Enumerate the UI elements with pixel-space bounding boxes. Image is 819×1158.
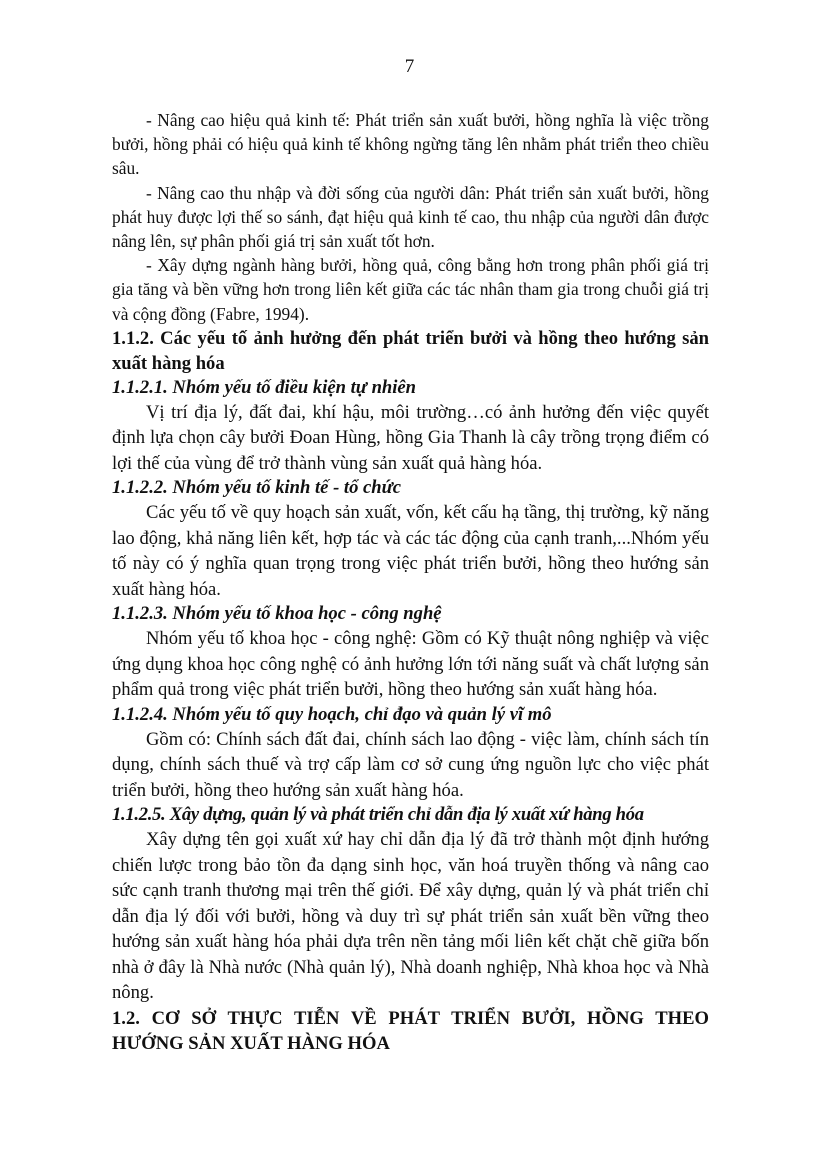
- page-number: 7: [404, 56, 415, 77]
- paragraph-natural-conditions: Vị trí địa lý, đất đai, khí hậu, môi trường…có ảnh hưởng đến việc quyết định lựa chọn cây bưởi Đoan Hùng, hồng Gia Thanh là cây trồng trọng điểm có lợi thế của vùng để trở thành vùng sản xuất quả hàng hóa.: [112, 401, 709, 474]
- paragraph-science-technology: Nhóm yếu tố khoa học - công nghệ: Gồm có Kỹ thuật nông nghiệp và việc ứng dụng khoa học công nghệ có ảnh hưởng lớn tới năng suất và chất lượng sản phẩm quả trong việc phát triển bưởi, hồng theo hướng sản xuất hàng hóa.: [112, 628, 709, 701]
- page-content: [112, 108, 709, 1056]
- subheading-1-1-2-5: 1.1.2.5. Xây dựng, quản lý và phát triển chỉ dẫn địa lý xuất xứ hàng hóa: [112, 804, 644, 826]
- paragraph-income-living: - Nâng cao thu nhập và đời sống của người dân: Phát triển sản xuất bưởi, hồng phát huy được lợi thế so sánh, đạt hiệu quả kinh tế cao, thu nhập của người dân được nâng lên, sự phân phối giá trị sản xuất tốt hơn.: [112, 182, 709, 252]
- subheading-1-1-2-3: 1.1.2.3. Nhóm yếu tố khoa học - công nghệ: [112, 603, 442, 625]
- paragraph-policy: Gồm có: Chính sách đất đai, chính sách lao động - việc làm, chính sách tín dụng, chính sách thuế và trợ cấp làm cơ sở cung ứng nguồn lực cho việc phát triển bưởi, hồng theo hướng sản xuất hàng hóa.: [112, 728, 709, 801]
- subheading-1-1-2-4: 1.1.2.4. Nhóm yếu tố quy hoạch, chỉ đạo và quản lý vĩ mô: [112, 703, 552, 725]
- heading-1-2: 1.2. CƠ SỞ THỰC TIỄN VỀ PHÁT TRIỂN BƯỞI, HỒNG THEO HƯỚNG SẢN XUẤT HÀNG HÓA: [112, 1007, 709, 1054]
- paragraph-economic-organization: Các yếu tố về quy hoạch sản xuất, vốn, kết cấu hạ tầng, thị trường, kỹ năng lao động, khả năng liên kết, hợp tác và các tác động của cạnh tranh,...Nhóm yếu tố này có ý nghĩa quan trọng trong việc phát triển bưởi, hồng theo hướng sản xuất hàng hóa.: [112, 502, 709, 600]
- paragraph-economic-efficiency: - Nâng cao hiệu quả kinh tế: Phát triển sản xuất bưởi, hồng nghĩa là việc trồng bưởi, hồng phải có hiệu quả kinh tế không ngừng tăng lên nhằm phát triển theo chiều sâu.: [112, 110, 709, 179]
- heading-1-1-2: 1.1.2. Các yếu tố ảnh hưởng đến phát triển bưởi và hồng theo hướng sản xuất hàng hóa: [112, 327, 709, 374]
- paragraph-geographical-indication: Xây dựng tên gọi xuất xứ hay chỉ dẫn địa lý đã trở thành một định hướng chiến lược trong bảo tồn đa dạng sinh học, văn hoá truyền thống và nâng cao sức cạnh tranh thương mại trên thế giới. Để xây dựng, quản lý và phát triển chỉ dẫn địa lý đối với bưởi, hồng và duy trì sự phát triển sản xuất bền vững theo hướng sản xuất hàng hóa phải dựa trên nền tảng mối liên kết chặt chẽ giữa bốn nhà ở đây là Nhà nước (Nhà quản lý), Nhà doanh nghiệp, Nhà khoa học và Nhà nông.: [112, 829, 709, 1004]
- subheading-1-1-2-1: 1.1.2.1. Nhóm yếu tố điều kiện tự nhiên: [112, 376, 417, 398]
- subheading-1-1-2-2: 1.1.2.2. Nhóm yếu tố kinh tế - tổ chức: [112, 477, 402, 499]
- paragraph-value-chain: - Xây dựng ngành hàng bưởi, hồng quả, công bằng hơn trong phân phối giá trị gia tăng và bền vững hơn trong liên kết giữa các tác nhân tham gia trong chuỗi giá trị và cộng đồng (Fabre, 1994).: [112, 255, 709, 324]
